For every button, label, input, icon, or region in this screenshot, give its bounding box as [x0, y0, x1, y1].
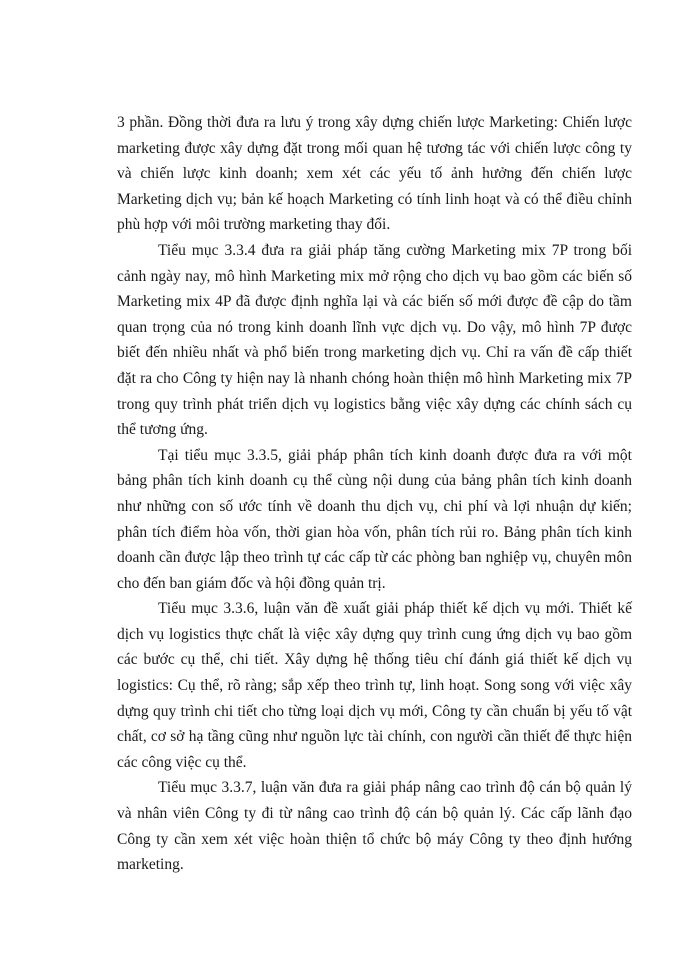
paragraph-subsection-3-3-6: Tiểu mục 3.3.6, luận văn đề xuất giải pháp thiết kế dịch vụ mới. Thiết kế dịch vụ logistics thực chất là việc xây dựng quy trình cung ứng dịch vụ bao gồm các bước cụ thể, chi tiết. Xây dựng hệ thống tiêu chí đánh giá thiết kế dịch vụ logistics: Cụ thể, rõ ràng; sắp xếp theo trình tự, linh hoạt. Song song với việc xây dựng quy trình chi tiết cho từng loại dịch vụ mới, Công ty cần chuẩn bị yếu tố vật chất, cơ sở hạ tầng cũng như nguồn lực tài chính, con người cần thiết để thực hiện các công việc cụ thể.: [117, 600, 632, 771]
paragraph-subsection-3-3-7: Tiểu mục 3.3.7, luận văn đưa ra giải pháp nâng cao trình độ cán bộ quản lý và nhân viên Công ty đi từ nâng cao trình độ cán bộ quản lý. Các cấp lãnh đạo Công ty cần xem xét việc hoàn thiện tổ chức bộ máy Công ty theo định hướng marketing.: [117, 779, 632, 874]
paragraph-subsection-3-3-4: Tiểu mục 3.3.4 đưa ra giải pháp tăng cường Marketing mix 7P trong bối cảnh ngày nay, mô hình Marketing mix mở rộng cho dịch vụ bao gồm các biến số Marketing mix 4P đã được định nghĩa lại và các biến số mới được đề cập do tầm quan trọng của nó trong kinh doanh lĩnh vực dịch vụ. Do vậy, mô hình 7P được biết đến nhiều nhất và phổ biến trong marketing dịch vụ. Chỉ ra vấn đề cấp thiết đặt ra cho Công ty hiện nay là nhanh chóng hoàn thiện mô hình Marketing mix 7P trong quy trình phát triển dịch vụ logistics bằng việc xây dựng các chính sách cụ thể tương ứng.: [117, 241, 632, 439]
body-text: [117, 110, 632, 878]
paragraph-continuation: 3 phần. Đồng thời đưa ra lưu ý trong xây dựng chiến lược Marketing: Chiến lược marketing được xây dựng đặt trong mối quan hệ tương tác với chiến lược công ty và chiến lược kinh doanh; xem xét các yếu tố ảnh hưởng đến chiến lược Marketing dịch vụ; bản kế hoạch Marketing có tính linh hoạt và có thể điều chỉnh phù hợp với môi trường marketing thay đổi.: [117, 114, 632, 234]
paragraph-subsection-3-3-5: Tại tiểu mục 3.3.5, giải pháp phân tích kinh doanh được đưa ra với một bảng phân tích kinh doanh cụ thể cùng nội dung của bảng phân tích kinh doanh như những con số ước tính về doanh thu dịch vụ, chi phí và lợi nhuận dự kiến; phân tích điểm hòa vốn, thời gian hòa vốn, phân tích rủi ro. Bảng phân tích kinh doanh cần được lập theo trình tự các cấp từ các phòng ban nghiệp vụ, chuyên môn cho đến ban giám đốc và hội đồng quản trị.: [117, 446, 632, 592]
